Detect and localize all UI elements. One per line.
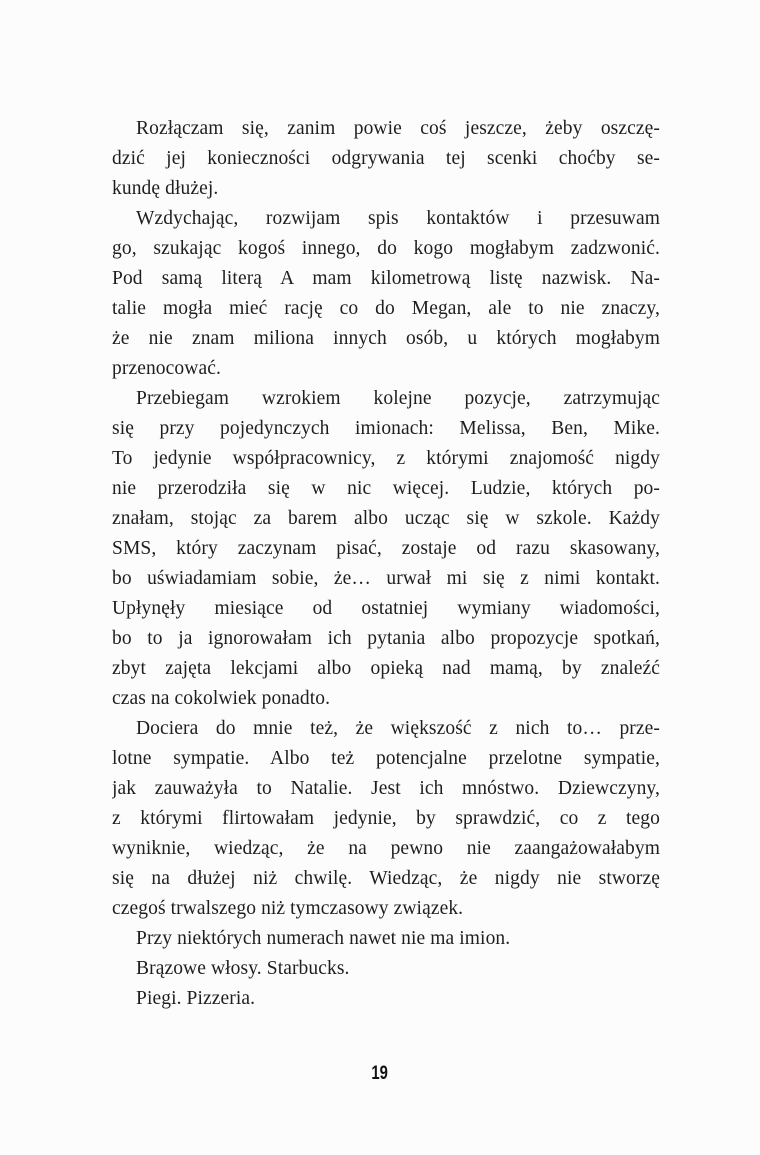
text-line: znałam, stojąc za barem albo ucząc się w szkole. Każdy: [112, 508, 660, 529]
paragraph: [112, 384, 660, 714]
text-line: jak zauważyła to Natalie. Jest ich mnóstwo. Dziewczyny,: [112, 778, 660, 799]
text-line: Brązowe włosy. Starbucks.: [136, 958, 350, 979]
paragraph: [112, 984, 660, 1014]
text-line: Piegi. Pizzeria.: [136, 988, 256, 1009]
text-line: Przebiegam wzrokiem kolejne pozycje, zatrzymując: [136, 388, 660, 409]
text-line: zbyt zajęta lekcjami albo opieką nad mamą, by znaleźć: [112, 658, 660, 679]
paragraph: [112, 954, 660, 984]
text-line: że nie znam miliona innych osób, u których mogłabym: [112, 328, 660, 349]
paragraph: [112, 204, 660, 384]
text-line: się przy pojedynczych imionach: Melissa, Ben, Mike.: [112, 418, 660, 439]
page-number-value: 19: [371, 1063, 389, 1084]
text-line: kundę dłużej.: [112, 178, 219, 199]
text-line: Upłynęły miesiące od ostatniej wymiany wiadomości,: [112, 598, 660, 619]
page-number: [0, 1063, 760, 1085]
paragraph: [112, 714, 660, 924]
text-line: SMS, który zaczynam pisać, zostaje od razu skasowany,: [112, 538, 660, 559]
text-line: nie przerodziła się w nic więcej. Ludzie, których po-: [112, 478, 660, 499]
text-line: Wzdychając, rozwijam spis kontaktów i przesuwam: [136, 208, 660, 229]
text-line: Rozłączam się, zanim powie coś jeszcze, żeby oszczę-: [136, 118, 660, 139]
text-line: lotne sympatie. Albo też potencjalne przelotne sympatie,: [112, 748, 660, 769]
body-text: [112, 114, 660, 1014]
paragraph: [112, 924, 660, 954]
text-line: talie mogła mieć rację co do Megan, ale to nie znaczy,: [112, 298, 660, 319]
text-line: się na dłużej niż chwilę. Wiedząc, że nigdy nie stworzę: [112, 868, 660, 889]
text-line: Dociera do mnie też, że większość z nich to… prze-: [136, 718, 660, 739]
text-line: przenocować.: [112, 358, 221, 379]
text-line: Przy niektórych numerach nawet nie ma imion.: [136, 928, 511, 949]
text-line: bo to ja ignorowałam ich pytania albo propozycje spotkań,: [112, 628, 660, 649]
text-line: Pod samą literą A mam kilometrową listę nazwisk. Na-: [112, 268, 660, 289]
text-line: bo uświadamiam sobie, że… urwał mi się z nimi kontakt.: [112, 568, 660, 589]
paragraph: [112, 114, 660, 204]
text-line: dzić jej konieczności odgrywania tej scenki choćby se-: [112, 148, 660, 169]
text-line: z którymi flirtowałam jedynie, by sprawdzić, co z tego: [112, 808, 660, 829]
text-line: wyniknie, wiedząc, że na pewno nie zaangażowałabym: [112, 838, 660, 859]
text-line: To jedynie współpracownicy, z którymi znajomość nigdy: [112, 448, 660, 469]
text-line: czegoś trwalszego niż tymczasowy związek.: [112, 898, 464, 919]
text-line: go, szukając kogoś innego, do kogo mogłabym zadzwonić.: [112, 238, 660, 259]
text-line: czas na cokolwiek ponadto.: [112, 688, 331, 709]
